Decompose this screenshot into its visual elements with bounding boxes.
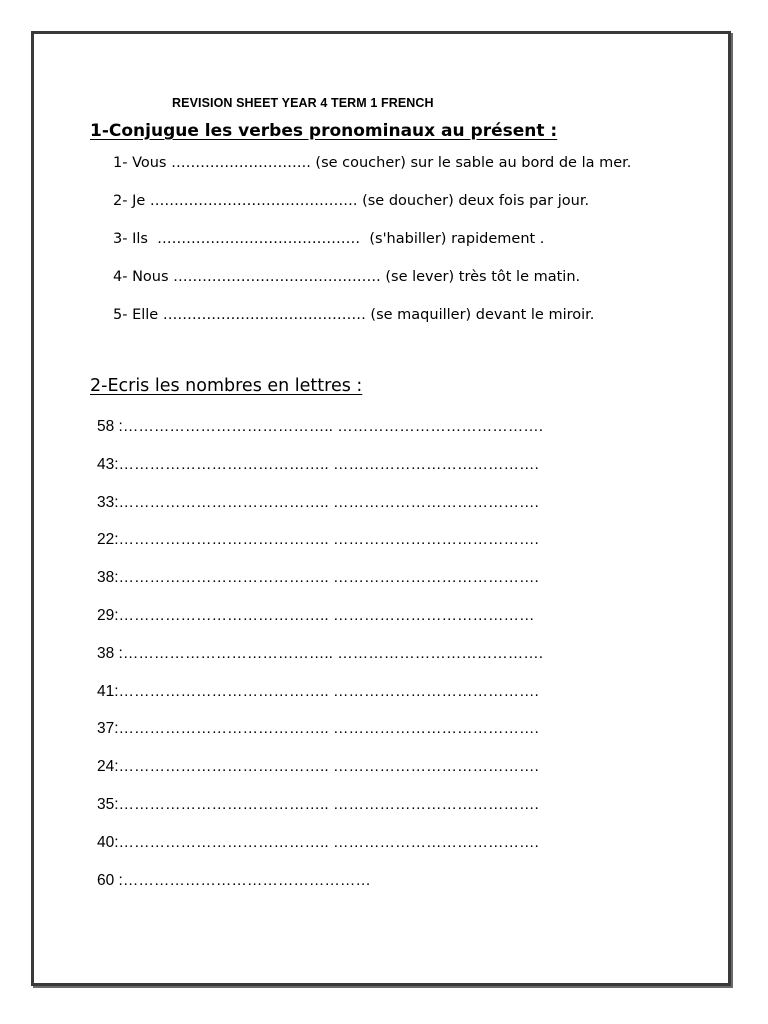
conjugation-item-1: 1- Vous ……………………….. (se coucher) sur le sable au bord de la mer. bbox=[113, 155, 632, 171]
number-row-37: 37:………………………………….. …………………………………. bbox=[97, 720, 539, 738]
conjugation-item-3: 3- Ils …………………………………… (s'habiller) rapidement . bbox=[113, 231, 545, 247]
number-row-24: 24:………………………………….. …………………………………. bbox=[97, 758, 539, 776]
number-row-29: 29:………………………………….. ………………………………… bbox=[97, 606, 535, 624]
number-row-33: 33:………………………………….. …………………………………. bbox=[97, 493, 539, 511]
number-row-40: 40:………………………………….. …………………………………. bbox=[97, 833, 539, 851]
conjugation-item-4: 4- Nous ……………………………………. (se lever) très tôt le matin. bbox=[113, 269, 581, 285]
number-row-43: 43:………………………………….. …………………………………. bbox=[97, 455, 539, 473]
number-row-38: 38:………………………………….. …………………………………. bbox=[97, 569, 539, 587]
section-2-heading: 2-Ecris les nombres en lettres : bbox=[90, 376, 363, 396]
numbers-exercise-list bbox=[97, 416, 543, 907]
conjugation-item-2: 2- Je ……………………………………. (se doucher) deux fois par jour. bbox=[113, 193, 590, 209]
section-1-heading: 1-Conjugue les verbes pronominaux au présent : bbox=[90, 121, 558, 141]
number-row-38-b: 38 :………………………………….. …………………………………. bbox=[97, 644, 544, 662]
sheet-title: REVISION SHEET YEAR 4 TERM 1 FRENCH bbox=[172, 96, 434, 110]
number-row-22: 22:………………………………….. …………………………………. bbox=[97, 531, 539, 549]
conjugation-item-5: 5- Elle …………………………………… (se maquiller) devant le miroir. bbox=[113, 307, 595, 323]
number-row-58: 58 :………………………………….. …………………………………. bbox=[97, 418, 544, 435]
number-row-41: 41:………………………………….. …………………………………. bbox=[97, 682, 539, 700]
number-row-35: 35:………………………………….. …………………………………. bbox=[97, 795, 539, 813]
number-row-60: 60 :………………………………………… bbox=[97, 871, 371, 889]
conjugation-exercise-list bbox=[113, 153, 631, 343]
